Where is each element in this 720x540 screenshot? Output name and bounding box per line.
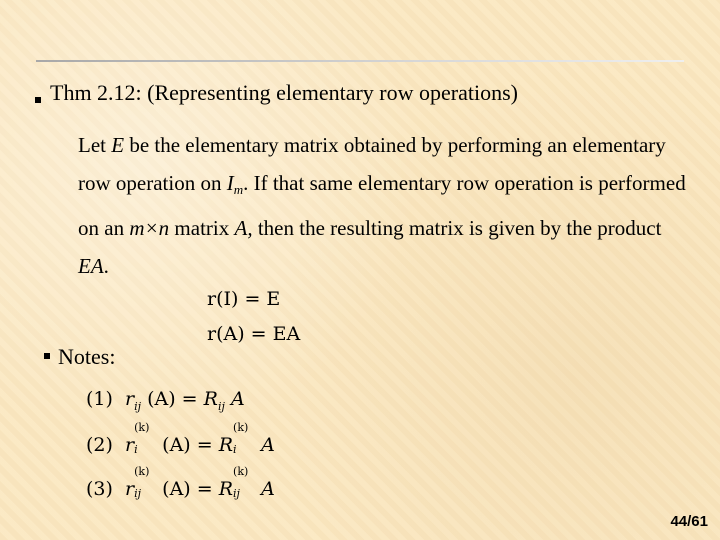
theorem-statement: Let E be the elementary matrix obtained by performing an elementary row operation on $I_m$. If that same elementary row operation is performed on an m×n matrix A, then the resulting matrix is given by the product EA. (78, 133, 686, 278)
bullet-icon (35, 97, 41, 103)
note-row-scaling: (2) r (k) i (A) = R (k) i A (86, 421, 275, 456)
note-row-addition: (3) r (k) ij (A) = R (k) ij A (86, 465, 275, 500)
title-divider (36, 60, 684, 62)
bullet-icon (44, 353, 50, 359)
notes-label: Notes: (58, 344, 116, 369)
equation-identity: r(I) = E (207, 288, 281, 310)
note-row-interchange: (1) $r_{ij}$ $(A) = R_{ij}$ A (86, 388, 245, 413)
theorem-heading: Thm 2.12: (Representing elementary row operations) (50, 80, 518, 105)
page-number: 44/61 (670, 513, 708, 530)
equation-matrix-a: r(A) = EA (207, 323, 301, 345)
